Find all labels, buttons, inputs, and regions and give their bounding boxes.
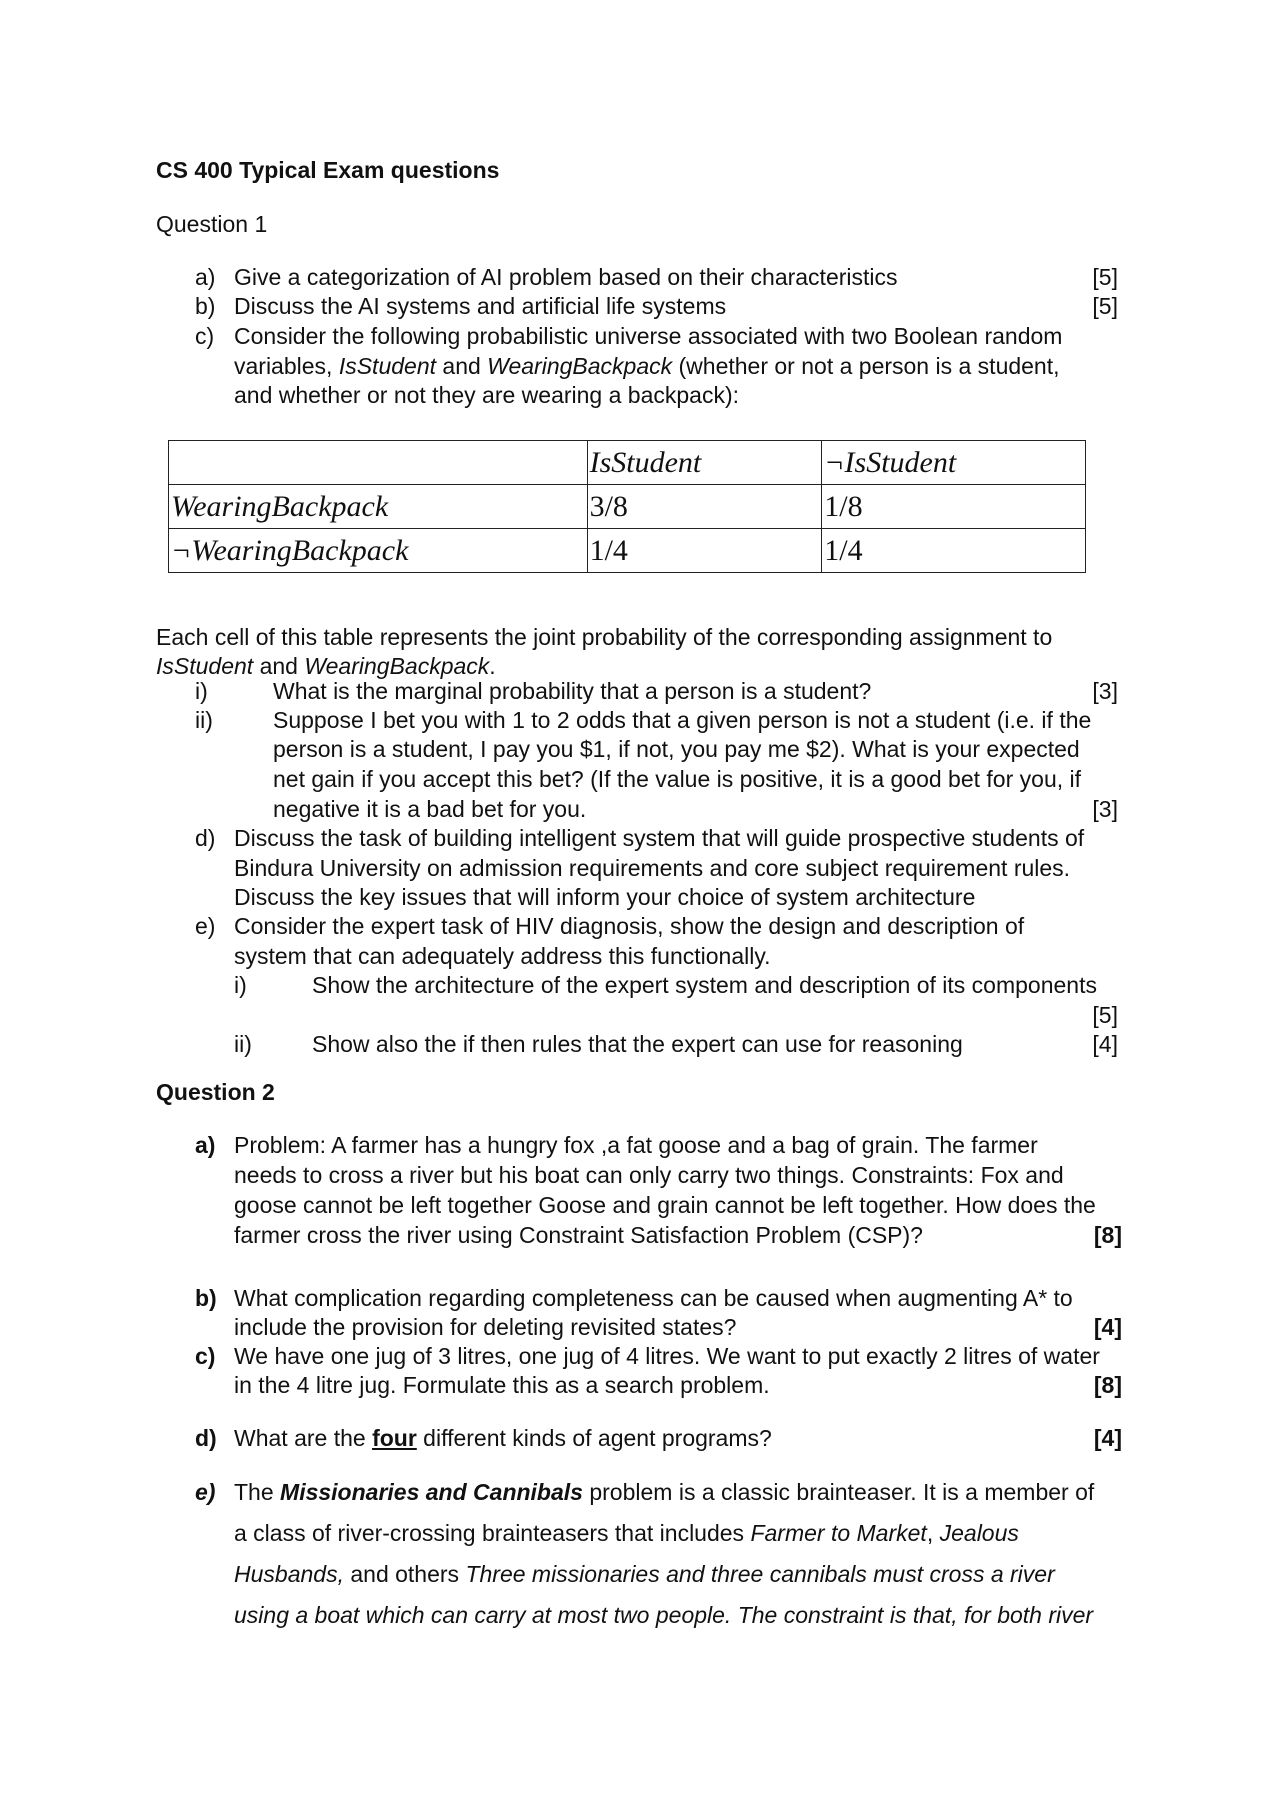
q2c-line1: We have one jug of 3 litres, one jug of 4 litres. We want to put exactly 2 litres of water xyxy=(234,1343,1100,1369)
q2e-l1-pre: The xyxy=(234,1479,281,1505)
var-isstudent: IsStudent xyxy=(338,353,437,379)
q2e-line3 xyxy=(234,1559,1055,1589)
q1ei-marks: [5] xyxy=(1092,1002,1118,1028)
document-title: CS 400 Typical Exam questions xyxy=(156,157,500,183)
cell-r1c2: 1/8 xyxy=(822,485,1086,529)
q2d-pre: What are the xyxy=(234,1425,373,1451)
row-label-not-wearingbackpack: ¬WearingBackpack xyxy=(169,529,588,573)
q1cii-line3: net gain if you accept this bet? (If the value is positive, it is a good bet for you, if xyxy=(273,766,1082,792)
q1ci-marker: i) xyxy=(195,678,208,704)
q2e-l2-comma: , xyxy=(926,1520,940,1546)
q1cii-marker: ii) xyxy=(195,707,213,733)
q1a-marker: a) xyxy=(195,264,216,290)
q2e-line1 xyxy=(234,1477,1094,1507)
q2b-line1: What complication regarding completeness can be caused when augmenting A* to xyxy=(234,1285,1073,1311)
q2c-marker: c) xyxy=(195,1343,216,1369)
q2a-marks: [8] xyxy=(1093,1222,1122,1248)
q2e-problem-name: Missionaries and Cannibals xyxy=(280,1479,583,1505)
q2a-line4: farmer cross the river using Constraint Satisfaction Problem (CSP)? xyxy=(234,1222,923,1248)
q1ci-marks: [3] xyxy=(1092,678,1118,704)
q1c-line2 xyxy=(234,351,1060,381)
cell-r2c1: 1/4 xyxy=(587,529,822,573)
q1ci-text: What is the marginal probability that a person is a student? xyxy=(273,678,872,704)
q2d-marks: [4] xyxy=(1093,1425,1122,1451)
caption-and: and xyxy=(253,653,305,679)
q1c-line2-and: and xyxy=(436,353,488,379)
q2e-line2 xyxy=(234,1518,1019,1548)
q1d-line2: Bindura University on admission requirements and core subject requirement rules. xyxy=(234,855,1071,881)
col-header-isstudent: IsStudent xyxy=(587,441,822,485)
q2e-marker: e) xyxy=(195,1479,216,1505)
q1c-marker: c) xyxy=(195,323,215,349)
q1b-marker: b) xyxy=(195,293,216,319)
q1e-line2: system that can adequately address this functionally. xyxy=(234,943,771,969)
q2c-line2: in the 4 litre jug. Formulate this as a search problem. xyxy=(234,1372,770,1398)
question-2-heading: Question 2 xyxy=(156,1079,275,1105)
q2d-post: different kinds of agent programs? xyxy=(416,1425,772,1451)
q2e-l3-mid: and others xyxy=(343,1561,466,1587)
col-header-not-isstudent: ¬IsStudent xyxy=(822,441,1086,485)
q2d-marker: d) xyxy=(195,1425,217,1451)
row-label-wearingbackpack: WearingBackpack xyxy=(169,485,588,529)
caption-dot: . xyxy=(489,653,496,679)
q1c-line2-pre: variables, xyxy=(234,353,339,379)
table-row xyxy=(169,485,1086,529)
q2c-marks: [8] xyxy=(1093,1372,1122,1398)
q1d-marker: d) xyxy=(195,825,216,851)
q1c-line3: and whether or not they are wearing a backpack): xyxy=(234,382,740,408)
q1eii-marks: [4] xyxy=(1092,1031,1118,1057)
q1e-marker: e) xyxy=(195,913,216,939)
q1b-marks: [5] xyxy=(1092,293,1118,319)
q1cii-marks: [3] xyxy=(1092,796,1118,822)
q1cii-line4: negative it is a bad bet for you. xyxy=(273,796,587,822)
var-wearingbackpack: WearingBackpack xyxy=(487,353,673,379)
q2e-husbands: Husbands, xyxy=(234,1561,344,1587)
q1ei-marker: i) xyxy=(234,972,247,998)
q2d-emphasis-four: four xyxy=(372,1425,417,1451)
q2e-l3-italic: Three missionaries and three cannibals must cross a river xyxy=(465,1561,1055,1587)
q1b-text: Discuss the AI systems and artificial life systems xyxy=(234,293,727,319)
q2a-line2: needs to cross a river but his boat can only carry two things. Constraints: Fox and xyxy=(234,1162,1064,1188)
cell-r1c1: 3/8 xyxy=(587,485,822,529)
q1c-line2-post: (whether or not a person is a student, xyxy=(672,353,1060,379)
q2b-line2: include the provision for deleting revisited states? xyxy=(234,1314,737,1340)
q1e-line1: Consider the expert task of HIV diagnosis, show the design and description of xyxy=(234,913,1025,939)
q2e-line4: using a boat which can carry at most two people. The constraint is that, for both river xyxy=(234,1602,1094,1628)
q2d-text xyxy=(234,1423,772,1453)
q1eii-text: Show also the if then rules that the expert can use for reasoning xyxy=(312,1031,963,1057)
q1a-marks: [5] xyxy=(1092,264,1118,290)
q2a-line1: Problem: A farmer has a hungry fox ,a fat goose and a bag of grain. The farmer xyxy=(234,1132,1038,1158)
table-header-row xyxy=(169,441,1086,485)
q1cii-line1: Suppose I bet you with 1 to 2 odds that a given person is not a student (i.e. if the xyxy=(273,707,1092,733)
q2b-marks: [4] xyxy=(1093,1314,1122,1340)
caption-var-isstudent: IsStudent xyxy=(156,653,254,679)
q1c-line1: Consider the following probabilistic universe associated with two Boolean random xyxy=(234,323,1063,349)
q2e-l1-post: problem is a classic brainteaser. It is a member of xyxy=(582,1479,1095,1505)
table-caption-line1: Each cell of this table represents the joint probability of the corresponding assignment to xyxy=(156,624,1053,650)
q2e-farmer-to-market: Farmer to Market xyxy=(750,1520,927,1546)
q2a-line3: goose cannot be left together Goose and grain cannot be left together. How does the xyxy=(234,1192,1096,1218)
q1cii-line2: person is a student, I pay you $1, if not, you pay me $2). What is your expected xyxy=(273,736,1080,762)
q2b-marker: b) xyxy=(195,1285,217,1311)
joint-probability-table xyxy=(168,440,1086,573)
q2e-jealous: Jealous xyxy=(939,1520,1019,1546)
q1ei-text: Show the architecture of the expert system and description of its components xyxy=(312,972,1097,998)
cell-r2c2: 1/4 xyxy=(822,529,1086,573)
q1a-text: Give a categorization of AI problem based on their characteristics xyxy=(234,264,898,290)
q1d-line3: Discuss the key issues that will inform your choice of system architecture xyxy=(234,884,976,910)
q2e-l2-pre: a class of river-crossing brainteasers that includes xyxy=(234,1520,751,1546)
q2a-marker: a) xyxy=(195,1132,216,1158)
table-corner-cell xyxy=(169,441,588,485)
q1d-line1: Discuss the task of building intelligent system that will guide prospective students of xyxy=(234,825,1085,851)
caption-var-wearingbackpack: WearingBackpack xyxy=(304,653,490,679)
question-1-heading: Question 1 xyxy=(156,211,268,237)
table-row xyxy=(169,529,1086,573)
q1eii-marker: ii) xyxy=(234,1031,252,1057)
